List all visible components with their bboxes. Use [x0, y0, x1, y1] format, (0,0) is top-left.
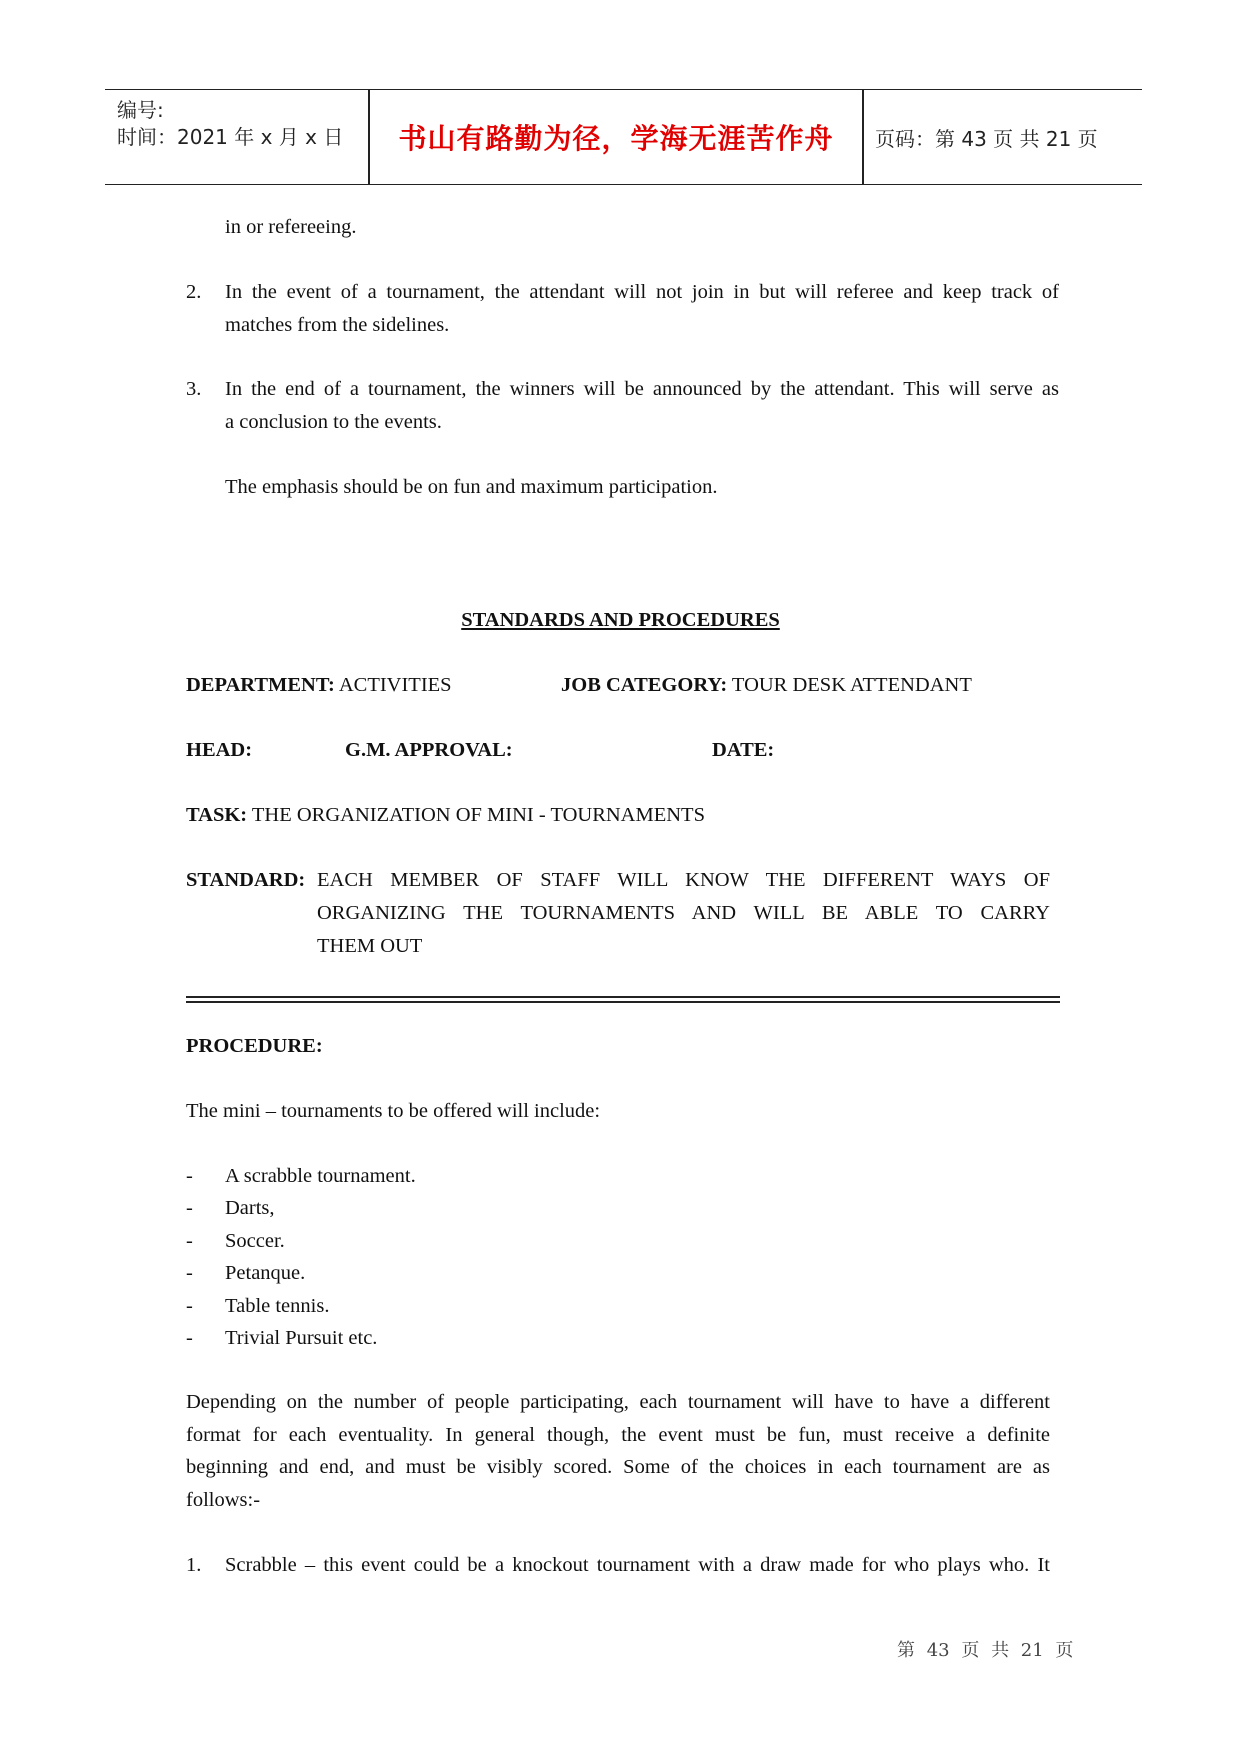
divider-line — [186, 1001, 1060, 1003]
department-field — [186, 669, 452, 702]
paragraph-line: beginning and end, and must be visibly scored. Some of the choices in each tournament are as — [186, 1456, 1050, 1478]
paragraph-line: follows:- — [186, 1489, 261, 1511]
procedure-intro: The mini – tournaments to be offered will include: — [186, 1100, 601, 1122]
header-table — [105, 89, 1142, 185]
department-value: ACTIVITIES — [334, 674, 452, 696]
paragraph-continuation: in or refereeing. — [225, 216, 357, 238]
header-page-label: 页码：第 43 页 共 21 页 — [875, 126, 1098, 151]
bullet-dash: - — [186, 1165, 193, 1187]
list-item: Darts, — [225, 1197, 275, 1219]
department-label: DEPARTMENT: — [186, 674, 335, 696]
standard-line: EACH MEMBER OF STAFF WILL KNOW THE DIFFERENT WAYS OF — [317, 869, 1050, 891]
bullet-dash: - — [186, 1327, 193, 1349]
job-category-field — [561, 669, 972, 702]
task-label: TASK: — [186, 804, 248, 826]
header-motto: 书山有路勤为径，学海无涯苦作舟 — [398, 122, 834, 155]
list-item: A scrabble tournament. — [225, 1165, 416, 1187]
head-label: HEAD: — [186, 739, 253, 761]
gm-approval-label: G.M. APPROVAL: — [345, 739, 513, 761]
bullet-dash: - — [186, 1197, 193, 1219]
list-number: 3. — [186, 378, 202, 400]
emphasis-paragraph: The emphasis should be on fun and maximum participation. — [225, 476, 718, 498]
standard-label: STANDARD: — [186, 869, 306, 891]
standard-line: THEM OUT — [317, 935, 423, 957]
list-number: 1. — [186, 1554, 202, 1576]
bullet-dash: - — [186, 1295, 193, 1317]
list-item: Trivial Pursuit etc. — [225, 1327, 378, 1349]
list-item-line: Scrabble – this event could be a knockout tournament with a draw made for who plays who. It — [225, 1554, 1050, 1576]
document-number-label: 编号: — [117, 98, 164, 122]
document-time-label: 时间：2021 年 x 月 x 日 — [117, 125, 344, 149]
job-category-value: TOUR DESK ATTENDANT — [727, 674, 972, 696]
list-item-line: In the end of a tournament, the winners will be announced by the attendant. This will serve as — [225, 378, 1059, 400]
divider-line — [186, 996, 1060, 998]
list-item: Table tennis. — [225, 1295, 330, 1317]
list-item: Petanque. — [225, 1262, 306, 1284]
list-item: Soccer. — [225, 1230, 285, 1252]
bullet-dash: - — [186, 1230, 193, 1252]
list-item-line: a conclusion to the events. — [225, 411, 442, 433]
list-item-line: matches from the sidelines. — [225, 314, 450, 336]
procedure-heading: PROCEDURE: — [186, 1035, 323, 1057]
date-label: DATE: — [712, 739, 775, 761]
task-field — [186, 799, 705, 832]
task-value: THE ORGANIZATION OF MINI - TOURNAMENTS — [247, 804, 705, 826]
list-item-line: In the event of a tournament, the attendant will not join in but will referee and keep track of — [225, 281, 1059, 303]
standard-line: ORGANIZING THE TOURNAMENTS AND WILL BE ABLE TO CARRY — [317, 902, 1050, 924]
bullet-dash: - — [186, 1262, 193, 1284]
page-footer: 第 43 页 共 21 页 — [897, 1640, 1074, 1661]
section-title: STANDARDS AND PROCEDURES — [461, 609, 780, 631]
header-info-cell — [105, 90, 368, 184]
list-number: 2. — [186, 281, 202, 303]
paragraph-line: format for each eventuality. In general though, the event must be fun, must receive a definite — [186, 1424, 1050, 1446]
job-category-label: JOB CATEGORY: — [561, 674, 728, 696]
header-divider — [862, 90, 864, 184]
paragraph-line: Depending on the number of people participating, each tournament will have to have a different — [186, 1391, 1050, 1413]
